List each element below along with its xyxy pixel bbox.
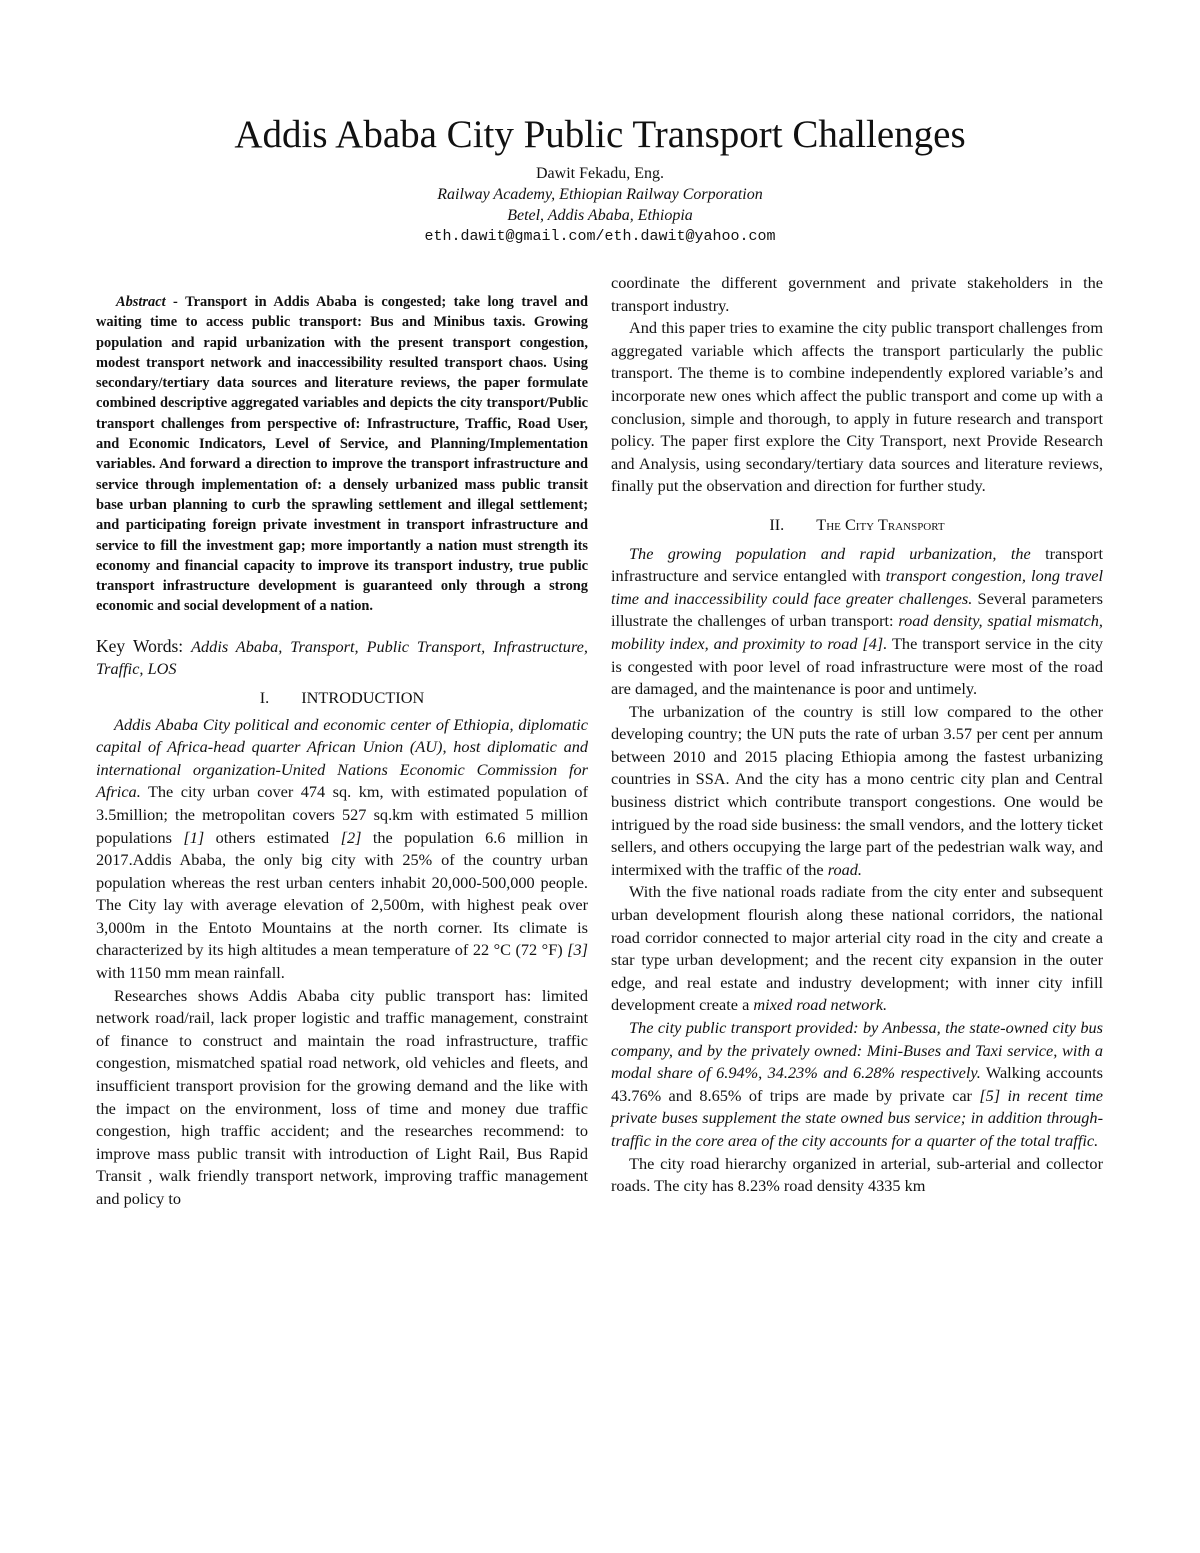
section-title: The City Transport [816, 514, 945, 534]
intro-text-b: others estimated [204, 827, 341, 847]
intro-continuation: coordinate the different government and private stakeholders in the transport industry. [611, 273, 1103, 315]
author-block [0, 163, 1200, 247]
city-transport-paragraph-4 [611, 1017, 1103, 1153]
ct4-text: Walking accounts 43.76% and 8.65% of trips are made by private car [611, 1063, 1103, 1105]
keywords-list: Addis Ababa, Transport, Public Transport, Infrastructure, Traffic, LOS [96, 636, 588, 679]
author-name: Dawit Fekadu, Eng. [536, 165, 664, 182]
paper-title: Addis Ababa City Public Transport Challenges [234, 113, 966, 156]
abstract-label: Abstract [116, 294, 166, 310]
right-column [611, 272, 1103, 1198]
city-transport-paragraph-3 [611, 881, 1103, 1017]
intro-text-a: The city urban cover 474 sq. km, with estimated population of 3.5million; the metropolitan covers 527 sq.km with estimated 5 million populations [96, 782, 588, 847]
city-transport-paragraph-1 [611, 543, 1103, 701]
abstract-text: Transport in Addis Ababa is congested; take long travel and waiting time to access public transport: Bus and Minibus taxis. Growing population and rapid urbanization with the present transport congestion, modest transport network and inaccessibility resulted transport chaos. Using secondary/tertiary data sources and literature reviews, the paper formulate combined descriptive aggregated variables and depicts the city transport/Public transport challenges from perspective of: Infrastructure, Traffic, Road User, and Economic Indicators, Level of Service, and Planning/Implementation variables. And forward a direction to improve the transport infrastructure and service through implementation of: a densely urbanized mass public transit base urban planning to curb the sprawling settlement and illegal settlement; and participating foreign private investment in transport infrastructure and service to fill the investment gap; more importantly a nation must strength its economy and financial capacity to improve its transport industry, true public transport infrastructure development is guaranteed only through a strong economic and social development of a nation. [96, 294, 588, 615]
ct-text-a: transport infrastructure and service entangled with [611, 543, 1103, 586]
keywords-label: Key Words: [96, 635, 184, 656]
ct2-text: The urbanization of the country is still low compared to the other developing country; the UN puts the rate of urban 3.57 per cent per annum between 2010 and 2015 placing Ethiopia among the fastest urbanizing countries in SSA. And the city has a mono centric city plan and Central business district which contribute transport congestions. One would be intrigued by the road side business: the small vendors, and the lottery ticket sellers, and others occupying the large part of the pedestrian walk way, and intermixed with the traffic of the [611, 701, 1103, 879]
section-heading-city-transport [611, 514, 1103, 537]
ct-text-c: The transport service in the city is congested with poor level of road infrastructure were most of the road are damaged, and the maintenance is poor and untimely. [611, 633, 1104, 699]
section-title: INTRODUCTION [301, 687, 425, 707]
section-heading-introduction [96, 687, 588, 710]
city-transport-paragraph-2 [611, 701, 1103, 882]
keywords [96, 635, 588, 681]
intro-text-d: with 1150 mm mean rainfall. [96, 963, 285, 983]
citation-2: [2] [340, 827, 362, 847]
citation-1: [1] [183, 827, 205, 847]
left-column [96, 272, 588, 1211]
ct2-italic: road. [827, 859, 862, 879]
abstract [96, 292, 588, 617]
ct-italic-c: road density, spatial mismatch, mobility index, and proximity to road [4]. [611, 611, 1103, 653]
author-email: eth.dawit@gmail.com/eth.dawit@yahoo.com [424, 228, 776, 245]
abstract-dash: - [165, 294, 186, 310]
intro-paragraph-1 [96, 714, 588, 985]
affiliation-line-1: Railway Academy, Ethiopian Railway Corporation [437, 186, 763, 203]
intro-paragraph-aim: And this paper tries to examine the city public transport challenges from aggregated variable which affects the transport particularly the public transport. The theme is to combine independently explored variable’s and incorporate new ones which affect the public transport and come up with a conclusion, simple and thorough, to apply in future research and transport policy. The paper first explore the City Transport, next Provide Research and Analysis, using secondary/tertiary data sources and literature reviews, finally put the observation and direction for further study. [611, 318, 1103, 496]
intro-paragraph-2: Researches shows Addis Ababa city public transport has: limited network road/rail, lack proper logistic and traffic management, constraint of finance to construct and maintain the road infrastructure, traffic congestion, mismatched spatial road network, old vehicles and fleets, and insufficient transport provision for the growing demand and the like with the impact on the environment, loss of time and money due traffic congestion, high traffic accident; and the researches recommend: to improve mass public transit with introduction of Light Rail, Bus Rapid Transit , walk friendly transport network, improving traffic management and policy to [96, 985, 588, 1208]
intro-italic-lead: Addis Ababa City political and economic center of Ethiopia, diplomatic capital of Africa-head quarter African Union (AU), host diplomatic and international organization-United Nations Economic Commission for Africa. [96, 714, 588, 802]
section-number: II. [769, 514, 785, 534]
city-transport-paragraph-5: The city road hierarchy organized in arterial, sub-arterial and collector roads. The city has 8.23% road density 4335 km [611, 1153, 1103, 1196]
ct3-text: With the five national roads radiate from the city enter and subsequent urban development flourish along these national corridors, the national road corridor connected to major arterial city road in the city and create a star type urban development; and the recent city expansion in the outer edge, and real estate and industry development; with inner city infill development create a [611, 882, 1103, 1015]
affiliation-line-2: Betel, Addis Ababa, Ethiopia [507, 207, 693, 224]
ct-text-b: Several parameters illustrate the challenges of urban transport: [611, 588, 1103, 631]
section-number: I. [259, 687, 270, 707]
ct-italic-a: The growing population and rapid urbanization, the [629, 543, 1031, 563]
ct-italic-b: transport congestion, long travel time and inaccessibility could face greater challenges. [611, 566, 1103, 608]
ct3-italic: mixed road network. [753, 995, 888, 1015]
ct4-italic-b: [5] in recent time private buses supplement the state owned bus service; in addition through-traffic in the core area of the city accounts for a quarter of the total traffic. [611, 1085, 1103, 1150]
intro-text-c: the population 6.6 million in 2017.Addis Ababa, the only big city with 25% of the country urban population whereas the rest urban centers inhabit 20,000-500,000 people. The City lay with average elevation of 2,500m, with highest peak over 3,000m in the Entoto Mountains at the north corner. Its climate is characterized by its high altitudes a mean temperature of 22 °C (72 °F) [96, 827, 589, 960]
citation-3: [3] [567, 940, 588, 960]
ct4-italic-a: The city public transport provided: by Anbessa, the state-owned city bus company, and by the privately owned: Mini-Buses and Taxi service, with a modal share of 6.94%, 34.23% and 6.28% respectively. [611, 1018, 1103, 1083]
